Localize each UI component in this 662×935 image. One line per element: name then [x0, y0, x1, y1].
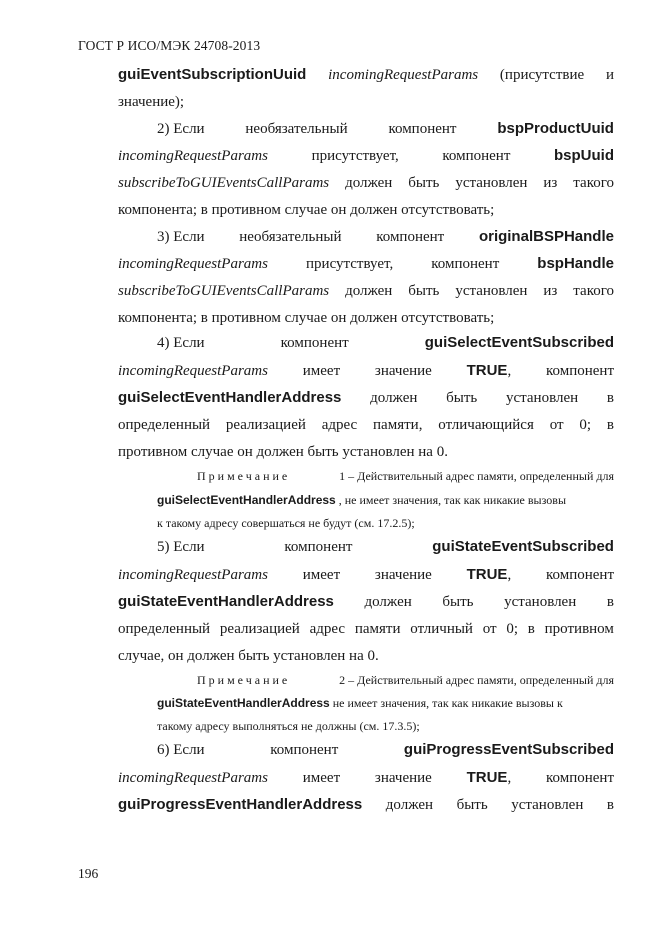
component-name: bspUuid [553, 147, 614, 164]
text-line [157, 740, 614, 760]
text-segment: компонент [431, 256, 500, 272]
text-line [157, 119, 614, 139]
text-segment: быть [446, 390, 478, 406]
text-segment: присутствует, [311, 148, 399, 164]
text-segment: значение); [118, 94, 185, 110]
text-segment: определенный [118, 621, 211, 637]
text-segment: 1 – Действительный адрес памяти, определенный для [339, 469, 614, 483]
text-segment: присутствует, [306, 256, 394, 272]
text-segment: противном [544, 621, 614, 637]
text-segment: памяти [354, 621, 401, 637]
parameter-name: incomingRequestParams [118, 567, 268, 583]
text-segment: такому адресу выполняться не должны (см. 17.3.5); [157, 719, 420, 733]
text-segment: должен [370, 390, 418, 406]
component-name: guiStateEventHandlerAddress [157, 696, 330, 710]
text-segment: в [606, 594, 614, 610]
text-segment: реализацией [225, 417, 306, 433]
parameter-name: subscribeToGUIEventsCallParams [118, 175, 330, 191]
text-line [118, 308, 614, 328]
text-line [157, 513, 614, 533]
text-group [467, 565, 512, 585]
parameter-name: subscribeToGUIEventsCallParams [118, 283, 330, 299]
text-segment: имеет [302, 363, 341, 379]
text-segment: компонент [442, 148, 511, 164]
text-segment: к такому адресу совершаться не будут (см. 17.2.5); [157, 516, 415, 530]
text-segment: компонент [545, 567, 614, 583]
text-segment: быть [456, 797, 488, 813]
component-name: bspProductUuid [497, 120, 614, 137]
text-segment: 4) Если [157, 335, 205, 351]
text-line [118, 592, 614, 612]
text-segment: компонент [545, 363, 614, 379]
text-segment: установлен [506, 390, 579, 406]
component-name: guiSelectEventHandlerAddress [157, 493, 336, 507]
component-name: originalBSPHandle [478, 228, 614, 245]
text-segment: отличный [410, 621, 473, 637]
text-segment: , [507, 567, 512, 583]
text-line [197, 670, 614, 690]
text-segment: должен [385, 797, 434, 813]
component-name: guiProgressEventSubscribed [403, 741, 614, 758]
text-line [157, 693, 614, 713]
text-segment: установлен [511, 797, 584, 813]
text-segment: из [543, 283, 558, 299]
text-line [157, 716, 614, 736]
text-segment: , [507, 770, 512, 786]
text-line [118, 92, 614, 112]
text-segment: значение [374, 567, 432, 583]
component-name: guiSelectEventSubscribed [424, 334, 614, 351]
text-segment: и [605, 67, 614, 83]
component-name: TRUE [466, 566, 508, 583]
text-segment: компонент [388, 121, 457, 137]
text-segment: определенный [118, 417, 211, 433]
text-segment: компонент [280, 335, 349, 351]
text-segment: необязательный [245, 121, 348, 137]
note-label: Примечание [197, 673, 291, 687]
text-line [157, 227, 614, 247]
component-name: TRUE [466, 362, 508, 379]
text-line [118, 388, 614, 408]
parameter-name: incomingRequestParams [118, 363, 268, 379]
text-segment: не имеет значения, так как никакие вызовы к [332, 696, 563, 710]
text-segment: 0; [506, 621, 519, 637]
text-line [118, 795, 614, 815]
text-group [467, 361, 512, 381]
text-segment: памяти, [373, 417, 423, 433]
text-segment: 5) Если [157, 539, 205, 555]
text-line [118, 619, 614, 639]
text-segment: противном случае он должен быть установлен на 0. [118, 444, 448, 460]
text-segment: должен [364, 594, 412, 610]
text-segment: из [543, 175, 558, 191]
text-line [118, 565, 614, 585]
text-segment: значение [374, 770, 432, 786]
text-line [118, 415, 614, 435]
text-segment: реализацией [219, 621, 300, 637]
text-segment: адрес [321, 417, 358, 433]
text-line [118, 173, 614, 193]
text-segment: 0; [579, 417, 592, 433]
text-segment: такого [573, 283, 614, 299]
text-segment: быть [408, 175, 440, 191]
text-segment: (присутствие [499, 67, 585, 83]
text-segment: установлен [504, 594, 577, 610]
text-line [157, 333, 614, 353]
parameter-name: incomingRequestParams [118, 256, 268, 272]
text-segment: случае, он должен быть установлен на 0. [118, 648, 379, 664]
text-line [118, 146, 614, 166]
text-segment: 2) Если [157, 121, 205, 137]
text-segment: 2 – Действительный адрес памяти, определенный для [339, 673, 614, 687]
text-segment: быть [442, 594, 474, 610]
text-line [118, 281, 614, 301]
text-segment: адрес [309, 621, 346, 637]
text-segment: , не имеет значения, так как никакие вызовы [338, 493, 567, 507]
text-segment: в [606, 417, 614, 433]
text-segment: быть [408, 283, 440, 299]
component-name: guiProgressEventHandlerAddress [118, 796, 363, 813]
text-segment: компонента; в противном случае он должен отсутствовать; [118, 202, 495, 218]
text-segment: должен [345, 175, 393, 191]
text-segment: 3) Если [157, 229, 205, 245]
text-line [197, 466, 614, 486]
text-segment: в [606, 797, 614, 813]
text-line [118, 646, 614, 666]
component-name: guiStateEventHandlerAddress [118, 593, 334, 610]
parameter-name: incomingRequestParams [328, 67, 479, 83]
text-segment: 6) Если [157, 742, 205, 758]
document-header: ГОСТ Р ИСО/МЭК 24708-2013 [78, 38, 261, 53]
component-name: guiStateEventSubscribed [432, 538, 614, 555]
text-segment: компонента; в противном случае он должен отсутствовать; [118, 310, 495, 326]
parameter-name: incomingRequestParams [118, 770, 268, 786]
text-segment: должен [345, 283, 393, 299]
component-name: guiSelectEventHandlerAddress [118, 389, 342, 406]
text-group [467, 768, 512, 788]
text-segment: компонент [545, 770, 614, 786]
text-segment: от [549, 417, 564, 433]
component-name: bspHandle [537, 255, 614, 272]
text-segment: компонент [376, 229, 445, 245]
text-segment: имеет [302, 567, 341, 583]
text-segment: такого [573, 175, 614, 191]
text-line [118, 200, 614, 220]
text-line [118, 442, 614, 462]
component-name: guiEventSubscriptionUuid [118, 66, 307, 83]
text-segment: значение [374, 363, 432, 379]
text-line [118, 768, 614, 788]
parameter-name: incomingRequestParams [118, 148, 268, 164]
text-segment: компонент [270, 742, 339, 758]
text-segment: в [606, 390, 614, 406]
text-segment: компонент [284, 539, 353, 555]
note-label: Примечание [197, 469, 291, 483]
text-line [118, 361, 614, 381]
text-segment: от [482, 621, 497, 637]
component-name: TRUE [466, 769, 508, 786]
page-number: 196 [78, 866, 99, 881]
text-line [118, 254, 614, 274]
text-segment: установлен [455, 283, 528, 299]
text-segment: в [527, 621, 535, 637]
text-segment: имеет [302, 770, 341, 786]
text-segment: необязательный [239, 229, 342, 245]
text-segment: отличающийся [438, 417, 534, 433]
text-line [157, 537, 614, 557]
text-line [118, 65, 614, 85]
text-segment: , [507, 363, 512, 379]
text-segment: установлен [455, 175, 528, 191]
text-line [157, 490, 614, 510]
